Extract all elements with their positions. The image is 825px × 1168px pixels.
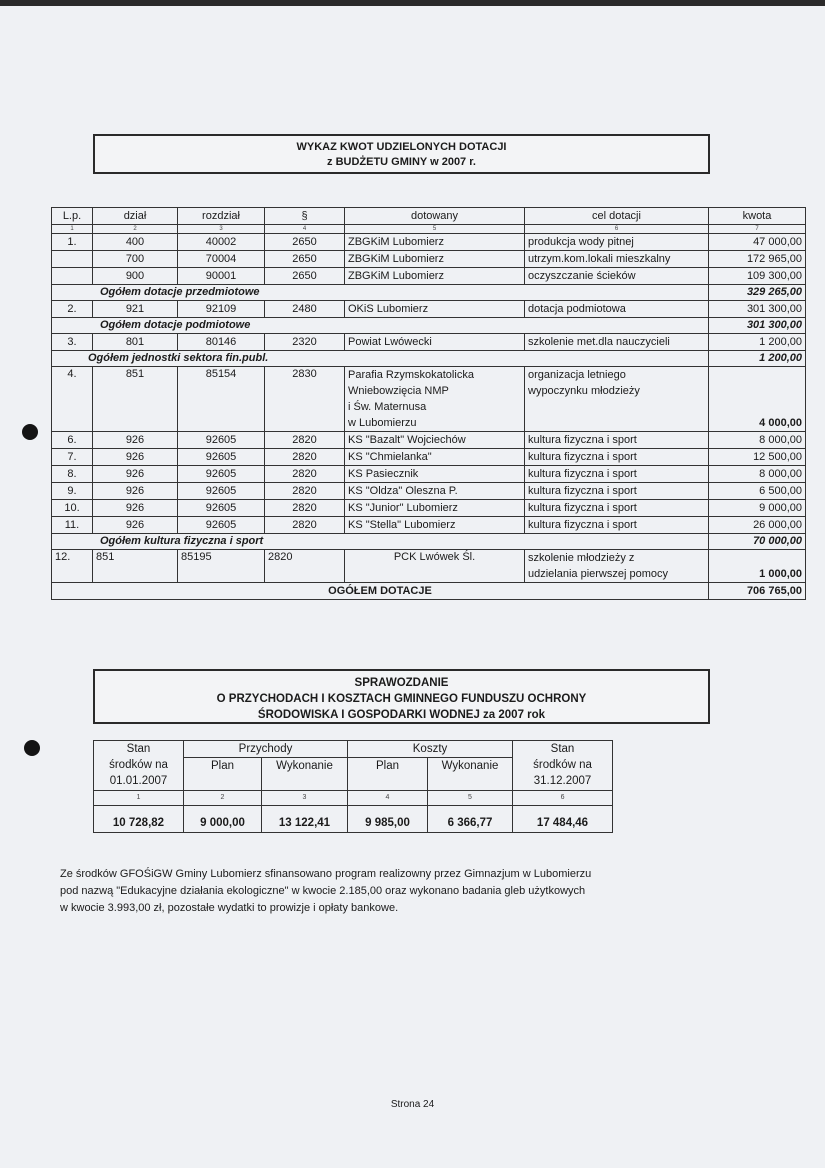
report-title-box — [93, 669, 710, 724]
fund-report-table — [93, 740, 613, 833]
report-index-row — [94, 791, 613, 806]
table-row — [52, 517, 806, 534]
header-dotowany: dotowany — [345, 208, 525, 225]
cell-cel: szkolenie met.dla nauczycieli — [525, 334, 709, 351]
grants-title-box — [93, 134, 710, 174]
report-title-line3: ŚRODOWISKA I GOSPODARKI WODNEJ za 2007 rok — [257, 709, 546, 721]
cell-line: szkolenie młodzieży z — [528, 552, 635, 564]
cell-dotowany: KS "Bazalt" Wojciechów — [345, 432, 525, 449]
header-dzial: dział — [93, 208, 178, 225]
cell-cel: dotacja podmiotowa — [525, 301, 709, 318]
header-line: środków na — [533, 759, 592, 771]
cell-dzial: 400 — [93, 234, 178, 251]
cell-cel: kultura fizyczna i sport — [525, 449, 709, 466]
cell-cel: kultura fizyczna i sport — [525, 466, 709, 483]
index-cell: 2 — [184, 791, 262, 806]
grants-header-row — [52, 208, 806, 225]
page-number: Strona 24 — [390, 1099, 435, 1110]
cell-line: wypoczynku młodzieży — [528, 385, 640, 397]
cell-dzial: 926 — [93, 517, 178, 534]
cell-lp — [52, 251, 93, 268]
cell-line: Parafia Rzymskokatolicka — [348, 369, 474, 381]
index-cell: 1 — [94, 791, 184, 806]
header-wykonanie: Wykonanie — [262, 758, 348, 791]
cell-rozdzial: 92109 — [178, 301, 265, 318]
value-stan-start: 10 728,82 — [94, 806, 184, 833]
cell-lp — [52, 268, 93, 285]
cell-paragraf: 2820 — [265, 500, 345, 517]
cell-paragraf: 2650 — [265, 268, 345, 285]
cell-dzial: 700 — [93, 251, 178, 268]
cell-dotowany: ZBGKiM Lubomierz — [345, 234, 525, 251]
subtotal-value: 329 265,00 — [709, 285, 806, 301]
cell-rozdzial: 85154 — [178, 367, 265, 432]
cell-dotowany — [345, 367, 525, 432]
cell-cel: kultura fizyczna i sport — [525, 517, 709, 534]
value-koszty-wykonanie: 6 366,77 — [428, 806, 513, 833]
index-cell: 1 — [52, 225, 93, 234]
value-stan-end: 17 484,46 — [513, 806, 613, 833]
cell-paragraf: 2820 — [265, 550, 345, 583]
header-wykonanie: Wykonanie — [428, 758, 513, 791]
grand-total-value: 706 765,00 — [709, 583, 806, 600]
grants-index-row — [52, 225, 806, 234]
scan-top-edge — [0, 0, 825, 6]
header-line: 31.12.2007 — [533, 775, 592, 787]
cell-rozdzial: 92605 — [178, 517, 265, 534]
cell-cel — [525, 367, 709, 432]
index-cell: 3 — [262, 791, 348, 806]
header-paragraf: § — [265, 208, 345, 225]
index-cell: 4 — [265, 225, 345, 234]
cell-kwota: 6 500,00 — [709, 483, 806, 500]
index-cell: 2 — [93, 225, 178, 234]
subtotal-label: Ogółem dotacje przedmiotowe — [52, 285, 709, 301]
subtotal-label: Ogółem jednostki sektora fin.publ. — [52, 351, 709, 367]
cell-paragraf: 2480 — [265, 301, 345, 318]
cell-paragraf: 2820 — [265, 449, 345, 466]
table-row — [52, 483, 806, 500]
header-lp: L.p. — [52, 208, 93, 225]
table-row — [52, 367, 806, 432]
value-koszty-plan: 9 985,00 — [348, 806, 428, 833]
cell-rozdzial: 92605 — [178, 432, 265, 449]
cell-dotowany: ZBGKiM Lubomierz — [345, 251, 525, 268]
cell-dotowany: KS "Stella" Lubomierz — [345, 517, 525, 534]
header-rozdzial: rozdział — [178, 208, 265, 225]
cell-lp: 12. — [52, 550, 93, 583]
index-cell: 7 — [709, 225, 806, 234]
cell-rozdzial: 85195 — [178, 550, 265, 583]
cell-kwota: 47 000,00 — [709, 234, 806, 251]
index-cell: 6 — [513, 791, 613, 806]
header-cel: cel dotacji — [525, 208, 709, 225]
report-header-row — [94, 741, 613, 758]
explanatory-note — [60, 866, 790, 917]
cell-paragraf: 2320 — [265, 334, 345, 351]
cell-cel: kultura fizyczna i sport — [525, 483, 709, 500]
cell-dzial: 921 — [93, 301, 178, 318]
table-row — [52, 234, 806, 251]
table-row — [52, 334, 806, 351]
cell-rozdzial: 92605 — [178, 500, 265, 517]
report-title-line1: SPRAWOZDANIE — [354, 677, 449, 689]
grants-table — [51, 207, 806, 600]
note-line: pod nazwą "Edukacyjne działania ekologiczne" w kwocie 2.185,00 oraz wykonano badania gleb użytkowych — [60, 885, 586, 897]
cell-cel: kultura fizyczna i sport — [525, 500, 709, 517]
subtotal-row — [52, 318, 806, 334]
cell-dzial: 851 — [93, 550, 178, 583]
note-line: w kwocie 3.993,00 zł, pozostałe wydatki to prowizje i opłaty bankowe. — [60, 902, 399, 914]
cell-cel: kultura fizyczna i sport — [525, 432, 709, 449]
cell-rozdzial: 92605 — [178, 449, 265, 466]
cell-kwota: 8 000,00 — [709, 432, 806, 449]
cell-kwota: 1 000,00 — [709, 550, 806, 583]
cell-lp: 2. — [52, 301, 93, 318]
cell-cel: utrzym.kom.lokali mieszkalny — [525, 251, 709, 268]
cell-rozdzial: 92605 — [178, 466, 265, 483]
cell-dzial: 926 — [93, 500, 178, 517]
grants-title-line2: z BUDŻETU GMINY w 2007 r. — [327, 156, 476, 168]
cell-dotowany: KS "Oldza" Oleszna P. — [345, 483, 525, 500]
header-koszty: Koszty — [348, 741, 513, 758]
cell-dzial: 926 — [93, 432, 178, 449]
cell-lp: 10. — [52, 500, 93, 517]
cell-paragraf: 2820 — [265, 483, 345, 500]
table-row — [52, 500, 806, 517]
cell-dotowany: OKiS Lubomierz — [345, 301, 525, 318]
table-row — [52, 432, 806, 449]
cell-lp: 8. — [52, 466, 93, 483]
cell-paragraf: 2820 — [265, 432, 345, 449]
subtotal-label: Ogółem dotacje podmiotowe — [52, 318, 709, 334]
header-stan-start — [94, 741, 184, 791]
cell-lp: 7. — [52, 449, 93, 466]
cell-lp: 1. — [52, 234, 93, 251]
cell-dzial: 926 — [93, 466, 178, 483]
cell-dzial: 801 — [93, 334, 178, 351]
header-kwota: kwota — [709, 208, 806, 225]
grand-total-row — [52, 583, 806, 600]
cell-paragraf: 2650 — [265, 251, 345, 268]
cell-dzial: 900 — [93, 268, 178, 285]
report-title-line2: O PRZYCHODACH I KOSZTACH GMINNEGO FUNDUSZU OCHRONY — [216, 693, 587, 705]
subtotal-row — [52, 285, 806, 301]
cell-dzial: 926 — [93, 483, 178, 500]
cell-lp: 3. — [52, 334, 93, 351]
index-cell: 6 — [525, 225, 709, 234]
cell-lp: 6. — [52, 432, 93, 449]
cell-line: w Lubomierzu — [348, 417, 417, 429]
cell-dotowany: KS Pasiecznik — [345, 466, 525, 483]
header-plan: Plan — [184, 758, 262, 791]
cell-dotowany: PCK Lwówek Śl. — [345, 550, 525, 583]
cell-paragraf: 2650 — [265, 234, 345, 251]
cell-line: Wniebowzięcia NMP — [348, 385, 449, 397]
report-values-row — [94, 806, 613, 833]
cell-dzial: 926 — [93, 449, 178, 466]
cell-cel: oczyszczanie ścieków — [525, 268, 709, 285]
cell-kwota: 4 000,00 — [709, 367, 806, 432]
cell-rozdzial: 80146 — [178, 334, 265, 351]
cell-rozdzial: 70004 — [178, 251, 265, 268]
cell-kwota: 12 500,00 — [709, 449, 806, 466]
grand-total-label: OGÓŁEM DOTACJE — [52, 583, 709, 600]
header-line: środków na — [109, 759, 168, 771]
table-row — [52, 301, 806, 318]
header-line: Stan — [126, 743, 151, 755]
table-row — [52, 550, 806, 583]
cell-line: udzielania pierwszej pomocy — [528, 568, 669, 580]
table-row — [52, 466, 806, 483]
value-przychody-wykonanie: 13 122,41 — [262, 806, 348, 833]
cell-kwota: 301 300,00 — [709, 301, 806, 318]
cell-lp: 11. — [52, 517, 93, 534]
cell-kwota: 172 965,00 — [709, 251, 806, 268]
table-row — [52, 268, 806, 285]
punch-hole — [24, 740, 40, 756]
cell-dotowany: KS "Junior" Lubomierz — [345, 500, 525, 517]
table-row — [52, 251, 806, 268]
cell-dotowany: KS "Chmielanka" — [345, 449, 525, 466]
cell-lp: 4. — [52, 367, 93, 432]
subtotal-value: 70 000,00 — [709, 534, 806, 550]
cell-lp: 9. — [52, 483, 93, 500]
header-stan-end — [513, 741, 613, 791]
header-line: Stan — [550, 743, 575, 755]
cell-dotowany: ZBGKiM Lubomierz — [345, 268, 525, 285]
cell-paragraf: 2820 — [265, 466, 345, 483]
cell-cel: produkcja wody pitnej — [525, 234, 709, 251]
subtotal-value: 1 200,00 — [709, 351, 806, 367]
index-cell: 3 — [178, 225, 265, 234]
cell-kwota: 8 000,00 — [709, 466, 806, 483]
subtotal-label: Ogółem kultura fizyczna i sport — [52, 534, 709, 550]
cell-cel — [525, 550, 709, 583]
index-cell: 5 — [345, 225, 525, 234]
cell-line: organizacja letniego — [528, 369, 626, 381]
cell-dotowany: Powiat Lwówecki — [345, 334, 525, 351]
punch-hole — [22, 424, 38, 440]
grants-title-line1: WYKAZ KWOT UDZIELONYCH DOTACJI — [296, 141, 507, 153]
value-przychody-plan: 9 000,00 — [184, 806, 262, 833]
header-przychody: Przychody — [184, 741, 348, 758]
cell-rozdzial: 90001 — [178, 268, 265, 285]
cell-rozdzial: 40002 — [178, 234, 265, 251]
header-line: 01.01.2007 — [109, 775, 168, 787]
cell-line: i Św. Maternusa — [348, 401, 427, 413]
table-row — [52, 449, 806, 466]
cell-kwota: 109 300,00 — [709, 268, 806, 285]
cell-kwota: 26 000,00 — [709, 517, 806, 534]
index-cell: 5 — [428, 791, 513, 806]
subtotal-row — [52, 351, 806, 367]
index-cell: 4 — [348, 791, 428, 806]
note-line: Ze środków GFOŚiGW Gminy Lubomierz sfinansowano program realizowny przez Gimnazjum w Lubomierzu — [60, 868, 592, 880]
cell-rozdzial: 92605 — [178, 483, 265, 500]
cell-dzial: 851 — [93, 367, 178, 432]
cell-paragraf: 2830 — [265, 367, 345, 432]
subtotal-row — [52, 534, 806, 550]
cell-kwota: 1 200,00 — [709, 334, 806, 351]
header-plan: Plan — [348, 758, 428, 791]
cell-kwota: 9 000,00 — [709, 500, 806, 517]
cell-paragraf: 2820 — [265, 517, 345, 534]
subtotal-value: 301 300,00 — [709, 318, 806, 334]
